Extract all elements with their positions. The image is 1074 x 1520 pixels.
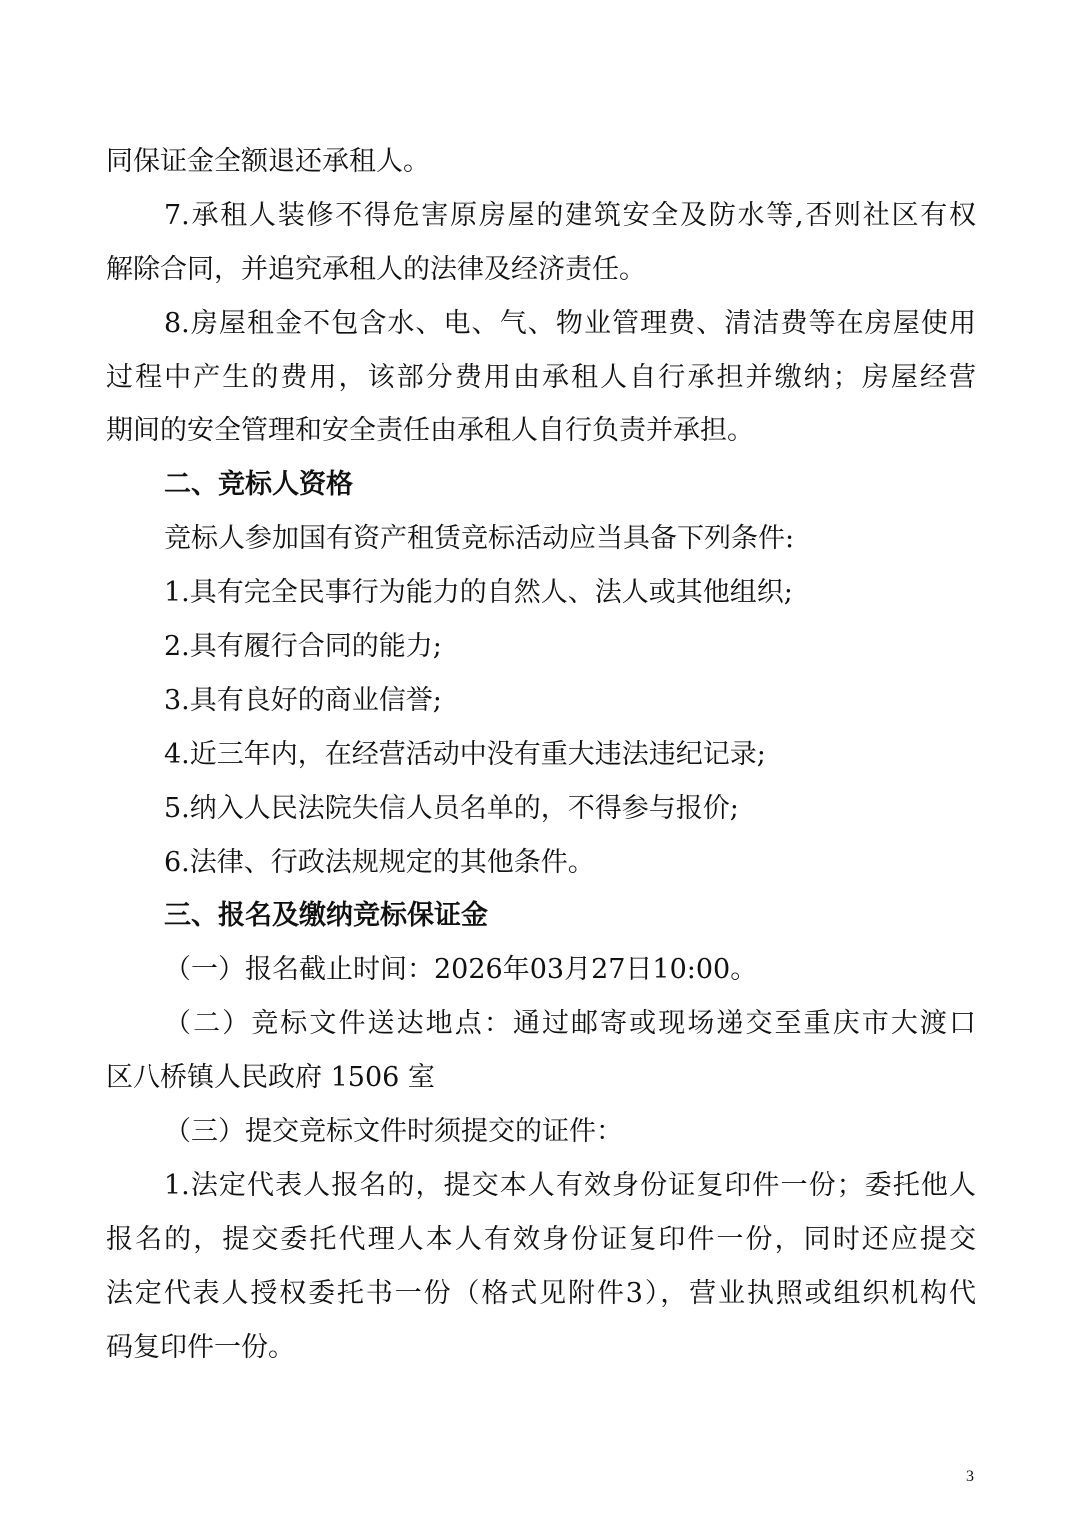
paragraph	[106, 836, 976, 890]
paragraph	[106, 566, 976, 620]
text-line: 过程中产生的费用，该部分费用由承租人自行承担并缴纳；房屋经营	[106, 361, 976, 393]
paragraph	[106, 782, 976, 836]
paragraph	[106, 1105, 976, 1159]
paragraph	[106, 135, 976, 189]
section-heading	[106, 889, 976, 943]
section-heading	[106, 458, 976, 512]
text-line: 期间的安全管理和安全责任由承租人自行负责并承担。	[106, 415, 754, 447]
text-line: 三、报名及缴纳竞标保证金	[164, 900, 488, 932]
paragraph	[106, 943, 976, 997]
text-line: 解除合同，并追究承租人的法律及经济责任。	[106, 253, 646, 285]
paragraph	[106, 297, 976, 459]
paragraph	[106, 728, 976, 782]
text-line: 同保证金全额退还承租人。	[106, 146, 430, 177]
text-line: 二、竞标人资格	[164, 469, 353, 501]
text-line: 6.法律、行政法规规定的其他条件。	[164, 846, 595, 878]
text-line: （一）报名截止时间：2026年03月27日10:00。	[164, 954, 758, 986]
text-line: 3.具有良好的商业信誉;	[164, 684, 442, 716]
text-line: 区八桥镇人民政府 1506 室	[106, 1062, 435, 1094]
text-line: 1.具有完全民事行为能力的自然人、法人或其他组织;	[164, 577, 793, 609]
paragraph	[106, 1159, 976, 1375]
document-body	[106, 135, 976, 1374]
text-line: （二）竞标文件送达地点：通过邮寄或现场递交至重庆市大渡口	[164, 1008, 976, 1040]
paragraph	[106, 674, 976, 728]
text-line: 法定代表人授权委托书一份（格式见附件3），营业执照或组织机构代	[106, 1277, 976, 1309]
text-line: 4.近三年内，在经营活动中没有重大违法违纪记录;	[164, 738, 766, 770]
paragraph	[106, 512, 976, 566]
paragraph	[106, 620, 976, 674]
text-line: 报名的，提交委托代理人本人有效身份证复印件一份，同时还应提交	[106, 1223, 976, 1255]
text-line: （三）提交竞标文件时须提交的证件：	[164, 1116, 623, 1148]
text-line: 2.具有履行合同的能力;	[164, 631, 442, 663]
text-line: 8.房屋租金不包含水、电、气、物业管理费、清洁费等在房屋使用	[164, 307, 976, 339]
paragraph	[106, 189, 976, 297]
text-line: 码复印件一份。	[106, 1331, 295, 1363]
text-line: 7.承租人装修不得危害原房屋的建筑安全及防水等,否则社区有权	[164, 199, 976, 231]
text-line: 1.法定代表人报名的，提交本人有效身份证复印件一份；委托他人	[164, 1169, 976, 1201]
text-line: 竞标人参加国有资产租赁竞标活动应当具备下列条件:	[164, 523, 795, 555]
page-number: 3	[966, 1468, 974, 1485]
text-line: 5.纳入人民法院失信人员名单的，不得参与报价;	[164, 792, 739, 824]
paragraph	[106, 997, 976, 1105]
